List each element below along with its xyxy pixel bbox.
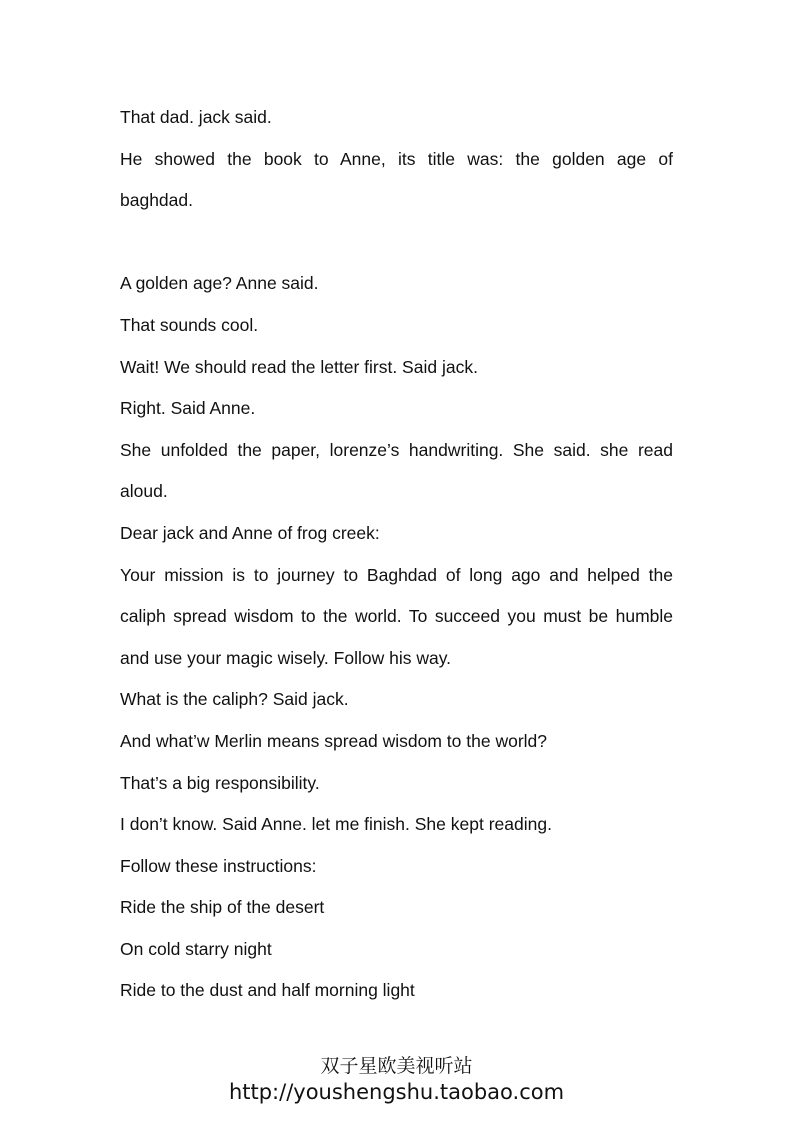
- text-line: Follow these instructions:: [120, 855, 317, 876]
- blank-line: [120, 231, 673, 273]
- text-line: Ride the ship of the desert: [120, 897, 325, 918]
- text-line: I don’t know. Said Anne. let me finish. She kept reading.: [120, 814, 552, 835]
- text-line: That dad. jack said.: [120, 107, 272, 127]
- text-line: A golden age? Anne said.: [120, 273, 319, 294]
- text-line: Dear jack and Anne of frog creek:: [120, 522, 380, 543]
- footer-url: http://youshengshu.taobao.com: [228, 1080, 565, 1104]
- text-line: and use your magic wisely. Follow his way.: [120, 647, 452, 668]
- text-line: That’s a big responsibility.: [120, 772, 320, 793]
- text-line: aloud.: [120, 481, 168, 502]
- text-line: He showed the book to Anne, its title was: the golden age of: [120, 148, 673, 169]
- text-line: Ride to the dust and half morning light: [120, 980, 415, 1001]
- text-line: And what’w Merlin means spread wisdom to the world?: [120, 730, 547, 751]
- text-line: She unfolded the paper, lorenze’s handwriting. She said. she read: [120, 439, 673, 460]
- text-line: Right. Said Anne.: [120, 398, 256, 419]
- text-line: What is the caliph? Said jack.: [120, 689, 349, 710]
- text-line: Wait! We should read the letter first. Said jack.: [120, 356, 478, 377]
- text-line: caliph spread wisdom to the world. To succeed you must be humble: [120, 606, 673, 627]
- text-line: Your mission is to journey to Baghdad of long ago and helped the: [120, 564, 673, 585]
- text-line: On cold starry night: [120, 938, 272, 959]
- text-line: That sounds cool.: [120, 314, 259, 335]
- text-line: baghdad.: [120, 190, 193, 211]
- document-body: [120, 106, 673, 1021]
- footer-shop-name: 双子星欧美视听站: [320, 1055, 473, 1077]
